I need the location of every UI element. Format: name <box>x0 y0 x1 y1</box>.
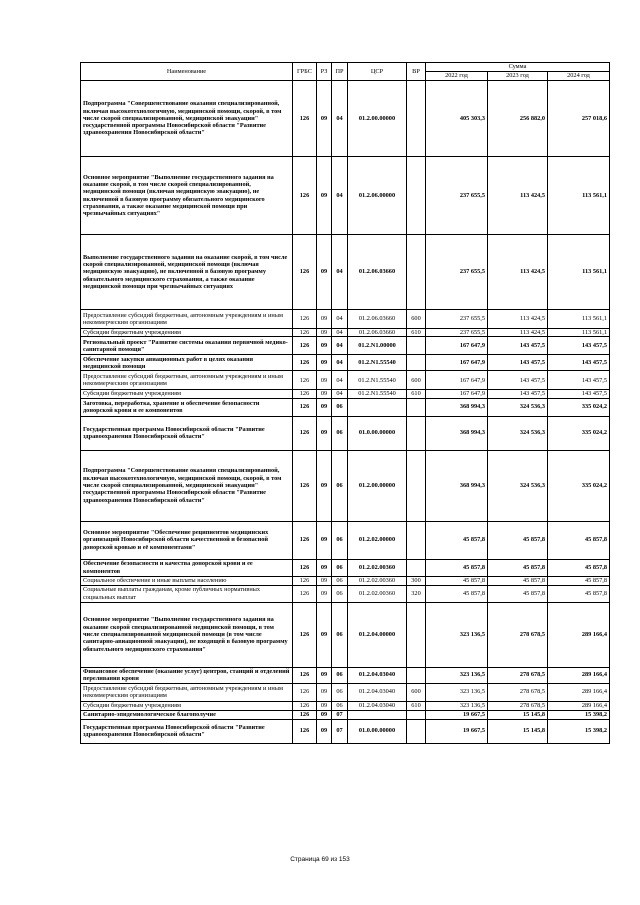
cell-vr: 320 <box>407 585 426 602</box>
cell-vr: 600 <box>407 371 426 390</box>
cell-grbs: 126 <box>293 398 317 416</box>
cell-s2023: 278 678,5 <box>488 602 548 667</box>
cell-csr: 01.2.06.03660 <box>348 329 407 337</box>
cell-s2024: 335 024,2 <box>548 416 610 450</box>
cell-csr: 01.2.06.03660 <box>348 310 407 329</box>
cell-rz: 09 <box>317 416 332 450</box>
table-row <box>81 398 610 416</box>
cell-csr: 01.2.06.03660 <box>348 235 407 310</box>
cell-pr: 04 <box>332 337 348 355</box>
cell-csr: 01.0.00.00000 <box>348 719 407 743</box>
cell-vr: 600 <box>407 683 426 701</box>
cell-csr <box>348 398 407 416</box>
cell-grbs: 126 <box>293 710 317 719</box>
cell-grbs: 126 <box>293 521 317 559</box>
cell-s2023: 113 424,5 <box>488 310 548 329</box>
cell-pr: 04 <box>332 371 348 390</box>
cell-pr: 06 <box>332 683 348 701</box>
cell-s2024: 289 166,4 <box>548 683 610 701</box>
cell-rz: 09 <box>317 355 332 371</box>
cell-s2023: 143 457,5 <box>488 390 548 398</box>
cell-pr: 04 <box>332 329 348 337</box>
table-row <box>81 355 610 371</box>
cell-rz: 09 <box>317 719 332 743</box>
cell-s2024: 45 857,8 <box>548 585 610 602</box>
cell-vr: 610 <box>407 329 426 337</box>
table-row <box>81 602 610 667</box>
cell-s2022: 323 136,5 <box>426 667 488 683</box>
cell-rz: 09 <box>317 602 332 667</box>
table-row <box>81 235 610 310</box>
cell-vr: 300 <box>407 576 426 585</box>
cell-s2023: 256 882,0 <box>488 81 548 157</box>
cell-grbs: 126 <box>293 390 317 398</box>
cell-pr: 04 <box>332 235 348 310</box>
cell-rz: 09 <box>317 337 332 355</box>
cell-csr: 01.2.02.00360 <box>348 585 407 602</box>
cell-s2024: 15 398,2 <box>548 710 610 719</box>
cell-name: Подпрограмма "Совершенствование оказания специализированной, включая высокотехнологичную, медицинской помощи, скорой, в том числе скорой специализированной, медицинской эвакуации" государственной программы Новосибирской области "Развитие здравоохранения Новосибирской области" <box>81 450 293 521</box>
cell-vr: 610 <box>407 390 426 398</box>
cell-s2024: 45 857,8 <box>548 521 610 559</box>
cell-s2023: 278 678,5 <box>488 683 548 701</box>
cell-name: Государственная программа Новосибирской области "Развитие здравоохранения Новосибирской области" <box>81 416 293 450</box>
cell-vr <box>407 719 426 743</box>
cell-pr: 04 <box>332 310 348 329</box>
cell-s2022: 368 994,3 <box>426 450 488 521</box>
cell-rz: 09 <box>317 667 332 683</box>
cell-s2024: 15 398,2 <box>548 719 610 743</box>
cell-grbs: 126 <box>293 585 317 602</box>
cell-s2022: 19 667,5 <box>426 710 488 719</box>
cell-grbs: 126 <box>293 416 317 450</box>
table-row <box>81 450 610 521</box>
header-2022: 2022 год <box>426 72 488 81</box>
cell-s2023: 15 145,8 <box>488 719 548 743</box>
cell-pr: 06 <box>332 398 348 416</box>
cell-s2024: 289 166,4 <box>548 602 610 667</box>
cell-s2024: 143 457,5 <box>548 355 610 371</box>
cell-name: Предоставление субсидий бюджетным, автономным учреждениям и иным некоммерческим организациям <box>81 371 293 390</box>
cell-name: Социальное обеспечение и иные выплаты населению <box>81 576 293 585</box>
table-row <box>81 667 610 683</box>
cell-rz: 09 <box>317 683 332 701</box>
cell-s2022: 237 655,5 <box>426 157 488 235</box>
cell-name: Обеспечение безопасности и качества донорской крови и ее компонентов <box>81 559 293 576</box>
cell-csr: 01.2.02.00360 <box>348 559 407 576</box>
cell-vr <box>407 416 426 450</box>
cell-pr: 04 <box>332 390 348 398</box>
cell-s2023: 324 536,3 <box>488 450 548 521</box>
cell-rz: 09 <box>317 310 332 329</box>
cell-name: Основное мероприятие "Выполнение государственного задания на оказание скорой, в том числе скорой специализированной, медицинской помощи (включая медицинскую эвакуацию), не включенной в базовую программу обязательного медицинского страхования, а также оказание медицинской помощи при чрезвычайных ситуациях" <box>81 157 293 235</box>
cell-grbs: 126 <box>293 719 317 743</box>
cell-pr: 04 <box>332 355 348 371</box>
cell-rz: 09 <box>317 81 332 157</box>
cell-s2022: 237 655,5 <box>426 310 488 329</box>
cell-s2022: 167 647,9 <box>426 390 488 398</box>
table-row <box>81 559 610 576</box>
cell-pr: 06 <box>332 450 348 521</box>
cell-csr: 01.2.N1.55540 <box>348 355 407 371</box>
cell-pr: 07 <box>332 719 348 743</box>
cell-s2022: 405 303,3 <box>426 81 488 157</box>
cell-s2024: 143 457,5 <box>548 390 610 398</box>
cell-s2022: 323 136,5 <box>426 683 488 701</box>
cell-csr: 01.2.04.03040 <box>348 683 407 701</box>
cell-vr <box>407 521 426 559</box>
cell-pr: 06 <box>332 701 348 710</box>
cell-grbs: 126 <box>293 81 317 157</box>
cell-s2023: 45 857,8 <box>488 585 548 602</box>
cell-s2024: 113 561,1 <box>548 310 610 329</box>
cell-pr: 07 <box>332 710 348 719</box>
budget-table <box>80 62 610 744</box>
cell-s2022: 167 647,9 <box>426 337 488 355</box>
header-pr: ПР <box>332 63 348 81</box>
table-row <box>81 157 610 235</box>
cell-name: Региональный проект "Развитие системы оказания первичной медико-санитарной помощи" <box>81 337 293 355</box>
cell-vr <box>407 81 426 157</box>
cell-pr: 06 <box>332 521 348 559</box>
cell-s2022: 368 994,3 <box>426 398 488 416</box>
cell-s2024: 143 457,5 <box>548 337 610 355</box>
cell-s2023: 324 536,3 <box>488 416 548 450</box>
cell-name: Предоставление субсидий бюджетным, автономным учреждениям и иным некоммерческим организациям <box>81 683 293 701</box>
cell-csr: 01.2.N1.55540 <box>348 371 407 390</box>
cell-pr: 04 <box>332 81 348 157</box>
table-row <box>81 576 610 585</box>
cell-s2024: 289 166,4 <box>548 667 610 683</box>
cell-csr: 01.0.00.00000 <box>348 416 407 450</box>
cell-rz: 09 <box>317 329 332 337</box>
table-row <box>81 416 610 450</box>
cell-s2024: 289 166,4 <box>548 701 610 710</box>
cell-s2023: 278 678,5 <box>488 701 548 710</box>
cell-pr: 06 <box>332 416 348 450</box>
cell-s2023: 45 857,8 <box>488 521 548 559</box>
cell-s2022: 323 136,5 <box>426 701 488 710</box>
cell-s2022: 167 647,9 <box>426 355 488 371</box>
cell-s2023: 143 457,5 <box>488 355 548 371</box>
cell-grbs: 126 <box>293 157 317 235</box>
header-csr: ЦСР <box>348 63 407 81</box>
table-row <box>81 719 610 743</box>
header-rz: РЗ <box>317 63 332 81</box>
cell-vr <box>407 337 426 355</box>
cell-vr <box>407 710 426 719</box>
cell-grbs: 126 <box>293 701 317 710</box>
cell-grbs: 126 <box>293 329 317 337</box>
cell-pr: 06 <box>332 602 348 667</box>
cell-name: Предоставление субсидий бюджетным, автономным учреждениям и иным некоммерческим организациям <box>81 310 293 329</box>
cell-s2023: 45 857,8 <box>488 576 548 585</box>
table-row <box>81 310 610 329</box>
table-row <box>81 710 610 719</box>
page-footer: Страница 69 из 153 <box>290 856 350 863</box>
cell-s2024: 113 561,1 <box>548 329 610 337</box>
cell-csr: 01.2.06.00000 <box>348 157 407 235</box>
cell-pr: 04 <box>332 157 348 235</box>
cell-csr: 01.2.N1.55540 <box>348 390 407 398</box>
cell-s2024: 335 024,2 <box>548 450 610 521</box>
cell-s2022: 45 857,8 <box>426 585 488 602</box>
cell-s2024: 45 857,8 <box>548 576 610 585</box>
cell-s2023: 143 457,5 <box>488 371 548 390</box>
cell-rz: 09 <box>317 710 332 719</box>
header-sum: Сумма <box>426 63 610 72</box>
cell-csr <box>348 710 407 719</box>
cell-s2023: 143 457,5 <box>488 337 548 355</box>
cell-name: Субсидии бюджетным учреждениям <box>81 390 293 398</box>
cell-s2024: 143 457,5 <box>548 371 610 390</box>
cell-csr: 01.2.04.03040 <box>348 667 407 683</box>
cell-vr <box>407 667 426 683</box>
cell-rz: 09 <box>317 390 332 398</box>
cell-vr <box>407 235 426 310</box>
cell-s2023: 324 536,3 <box>488 398 548 416</box>
cell-csr: 01.2.00.00000 <box>348 81 407 157</box>
cell-s2023: 113 424,5 <box>488 235 548 310</box>
cell-rz: 09 <box>317 521 332 559</box>
cell-csr: 01.2.00.00000 <box>348 450 407 521</box>
cell-s2022: 368 994,3 <box>426 416 488 450</box>
cell-s2024: 45 857,8 <box>548 559 610 576</box>
cell-grbs: 126 <box>293 576 317 585</box>
cell-csr: 01.2.02.00000 <box>348 521 407 559</box>
cell-csr: 01.2.02.00360 <box>348 576 407 585</box>
cell-pr: 06 <box>332 667 348 683</box>
cell-s2022: 237 655,5 <box>426 329 488 337</box>
cell-s2022: 45 857,8 <box>426 559 488 576</box>
header-vr: ВР <box>407 63 426 81</box>
cell-vr <box>407 602 426 667</box>
table-row <box>81 683 610 701</box>
cell-grbs: 126 <box>293 310 317 329</box>
cell-csr: 01.2.N1.00000 <box>348 337 407 355</box>
cell-name: Обеспечение закупки авиационных работ в целях оказания медицинской помощи <box>81 355 293 371</box>
cell-rz: 09 <box>317 559 332 576</box>
cell-name: Заготовка, переработка, хранение и обеспечение безопасности донорской крови и ее компонентов <box>81 398 293 416</box>
cell-rz: 09 <box>317 398 332 416</box>
cell-name: Основное мероприятие "Обеспечение реципиентов медицинских организаций Новосибирской области качественной и безопасной донорской кровью и её компонентами" <box>81 521 293 559</box>
cell-grbs: 126 <box>293 559 317 576</box>
header-2023: 2023 год <box>488 72 548 81</box>
cell-pr: 06 <box>332 585 348 602</box>
table-row <box>81 81 610 157</box>
header-2024: 2024 год <box>548 72 610 81</box>
cell-name: Субсидии бюджетным учреждениям <box>81 701 293 710</box>
cell-s2024: 257 018,6 <box>548 81 610 157</box>
cell-grbs: 126 <box>293 355 317 371</box>
cell-s2022: 323 136,5 <box>426 602 488 667</box>
table-row <box>81 701 610 710</box>
cell-s2022: 45 857,8 <box>426 576 488 585</box>
table-row <box>81 521 610 559</box>
cell-s2022: 237 655,5 <box>426 235 488 310</box>
cell-s2023: 113 424,5 <box>488 157 548 235</box>
cell-name: Выполнение государственного задания на оказание скорой, в том числе скорой специализированной, медицинской помощи (включая медицинскую эвакуацию), не включенной в базовую программу обязательного медицинского страхования, а также оказание медицинской помощи при чрезвычайных ситуациях <box>81 235 293 310</box>
cell-name: Социальные выплаты гражданам, кроме публичных нормативных социальных выплат <box>81 585 293 602</box>
cell-s2022: 45 857,8 <box>426 521 488 559</box>
header-name: Наименование <box>81 63 293 81</box>
cell-name: Подпрограмма "Совершенствование оказания специализированной, включая высокотехнологичную, медицинской помощи, скорой, в том числе скорой специализированной, медицинской эвакуации" государственной программы Новосибирской области "Развитие здравоохранения Новосибирской области" <box>81 81 293 157</box>
table-row <box>81 371 610 390</box>
cell-csr: 01.2.04.00000 <box>348 602 407 667</box>
cell-grbs: 126 <box>293 450 317 521</box>
cell-s2023: 45 857,8 <box>488 559 548 576</box>
cell-name: Финансовое обеспечение (оказание услуг) центров, станций и отделений переливания крови <box>81 667 293 683</box>
cell-rz: 09 <box>317 371 332 390</box>
cell-rz: 09 <box>317 701 332 710</box>
cell-vr <box>407 157 426 235</box>
cell-pr: 06 <box>332 576 348 585</box>
cell-grbs: 126 <box>293 371 317 390</box>
cell-s2023: 278 678,5 <box>488 667 548 683</box>
cell-s2023: 113 424,5 <box>488 329 548 337</box>
cell-pr: 06 <box>332 559 348 576</box>
table-body <box>81 81 610 744</box>
cell-vr: 600 <box>407 310 426 329</box>
cell-vr <box>407 355 426 371</box>
table-row <box>81 329 610 337</box>
cell-s2024: 113 561,1 <box>548 235 610 310</box>
cell-rz: 09 <box>317 235 332 310</box>
table-row <box>81 585 610 602</box>
header-grbs: ГРБС <box>293 63 317 81</box>
cell-s2024: 335 024,2 <box>548 398 610 416</box>
cell-grbs: 126 <box>293 683 317 701</box>
table-row <box>81 390 610 398</box>
cell-grbs: 126 <box>293 667 317 683</box>
cell-name: Государственная программа Новосибирской области "Развитие здравоохранения Новосибирской области" <box>81 719 293 743</box>
table-row <box>81 337 610 355</box>
cell-s2022: 19 667,5 <box>426 719 488 743</box>
cell-s2023: 15 145,8 <box>488 710 548 719</box>
cell-grbs: 126 <box>293 235 317 310</box>
cell-vr <box>407 450 426 521</box>
cell-rz: 09 <box>317 576 332 585</box>
cell-vr <box>407 559 426 576</box>
cell-vr <box>407 398 426 416</box>
cell-s2024: 113 561,1 <box>548 157 610 235</box>
cell-rz: 09 <box>317 450 332 521</box>
cell-rz: 09 <box>317 157 332 235</box>
cell-s2022: 167 647,9 <box>426 371 488 390</box>
cell-name: Субсидии бюджетным учреждениям <box>81 329 293 337</box>
cell-vr: 610 <box>407 701 426 710</box>
cell-csr: 01.2.04.03040 <box>348 701 407 710</box>
cell-grbs: 126 <box>293 602 317 667</box>
cell-grbs: 126 <box>293 337 317 355</box>
cell-rz: 09 <box>317 585 332 602</box>
cell-name: Санитарно-эпидемиологическое благополучие <box>81 710 293 719</box>
cell-name: Основное мероприятие "Выполнение государственного задания на оказание скорой специализированной медицинской помощи, в том числе специализированной медицинской помощи (в том числе санитарно-авиационной эвакуации), не входящей в базовую программу обязательного медицинского страхования" <box>81 602 293 667</box>
